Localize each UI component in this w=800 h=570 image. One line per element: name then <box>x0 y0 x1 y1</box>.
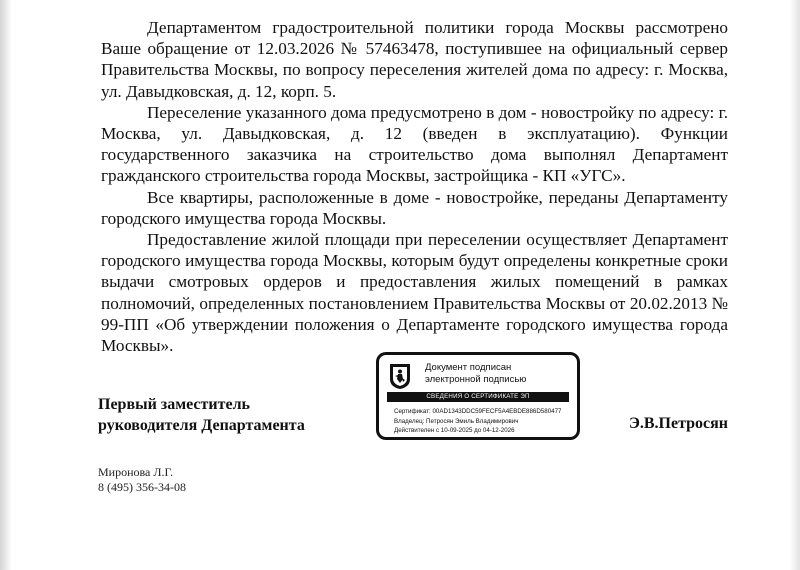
signatory-position-line-1: Первый заместитель <box>98 396 250 413</box>
executor-name: Миронова Л.Г. <box>98 465 174 479</box>
executor-phone: 8 (495) 356-34-08 <box>98 480 186 494</box>
executor-info <box>98 465 186 495</box>
letter-body <box>101 17 728 356</box>
electronic-signature-stamp <box>376 352 580 440</box>
signatory-position-line-2: руководителя Департамента <box>98 417 305 434</box>
stamp-certificate-owner: Владелец: Петросян Эмиль Владимирович <box>394 417 519 425</box>
stamp-certificate-validity: Действителен с 10-09-2025 до 04-12-2026 <box>394 427 515 434</box>
signer-name: Э.В.Петросян <box>629 415 728 432</box>
signatory-position <box>98 394 305 436</box>
letter-paragraph-3: Все квартиры, расположенные в доме - новостройке, переданы Департаменту городского имущества города Москвы. <box>101 187 728 228</box>
letter-paragraph-4: Предоставление жилой площади при переселении осуществляет Департамент городского имущества города Москвы, которым будут определены конкретные сроки выдачи смотровых ордеров и предоставления жилых помещений в рамках полномочий, определенных постановлением Правительства Москвы от 20.02.2013 № 99-ПП «Об утверждении положения о Департаменте городского имущества города Москвы». <box>101 230 728 356</box>
letter-paragraph-1: Департаментом градостроительной политики города Москвы рассмотрено Ваше обращение от 12.03.2026 № 57463478, поступившее на официальный сервер Правительства Москвы, по вопросу переселения жителей дома по адресу: г. Москва, ул. Давыдковская, д. 12, корп. 5. <box>101 18 728 101</box>
letter-paragraph-2: Переселение указанного дома предусмотрено в дом - новостройку по адресу: г. Москва, ул. Давыдковская, д. 12 (введен в эксплуатацию). Функции государственного заказчика на строительство дома выполнял Департамент гражданского строительства города Москвы, застройщика - КП «УГС». <box>101 102 728 186</box>
stamp-title-line-1: Документ подписан <box>425 362 512 373</box>
moscow-coat-of-arms-icon <box>389 363 411 390</box>
stamp-title <box>425 362 526 386</box>
stamp-title-line-2: электронной подписью <box>425 374 527 385</box>
stamp-certificate-details <box>394 407 561 436</box>
stamp-certificate-header: СВЕДЕНИЯ О СЕРТИФИКАТЕ ЭП <box>387 392 569 402</box>
page-left-edge-shadow <box>0 0 12 570</box>
page-right-edge-shadow <box>790 0 800 570</box>
stamp-certificate-number: Сертификат: 00AD1343DDC59FECF5A4EBDE886D580477 <box>394 408 562 415</box>
